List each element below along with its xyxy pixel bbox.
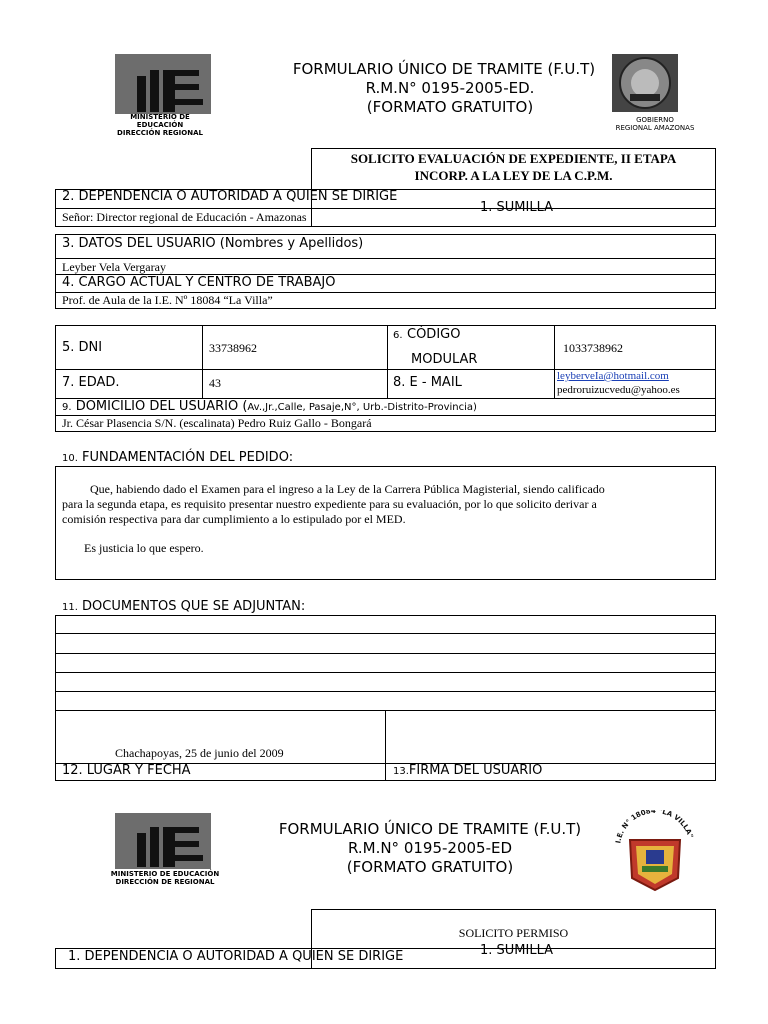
firma-label — [393, 763, 542, 778]
lugar-fecha-value: Chachapoyas, 25 de junio del 2009 — [115, 746, 284, 760]
codigo-number: 6. — [393, 330, 403, 341]
fundamentacion-label-text: FUNDAMENTACIÓN DEL PEDIDO: — [82, 450, 294, 465]
dependencia-label: 2. DEPENDENCIA O AUTORIDAD A QUIEN SE DIRIGE — [62, 189, 398, 204]
form-format: (FORMATO GRATUITO) — [346, 858, 514, 876]
documentos-number: 11. — [62, 602, 78, 613]
form-title: FORMULARIO ÚNICO DE TRAMITE (F.U.T) — [278, 820, 582, 838]
documentos-label-text: DOCUMENTOS QUE SE ADJUNTAN: — [82, 599, 306, 614]
domicilio-label-text: DOMICILIO DEL USUARIO ( — [75, 399, 248, 414]
school-badge-text: I.E. N° 18084 "LA VILLA" — [614, 810, 695, 844]
dependencia-label: 1. DEPENDENCIA O AUTORIDAD A QUIEN SE DIRIGE — [68, 949, 404, 964]
fundamentacion-text — [62, 482, 712, 556]
ministry-caption-line: DIRECCIÓN REGIONAL — [117, 129, 203, 137]
ministry-caption-line: EDUCACIÓN — [136, 121, 184, 129]
fundamentacion-line: para la segunda etapa, es requisito presentar nuestro expediente para su evaluación, por lo que solicito derivar a — [62, 497, 597, 511]
codigo-value: 1033738962 — [563, 341, 623, 355]
domicilio-hint: Av.,Jr.,Calle, Pasaje,N°, Urb.-Distrito-Provincia) — [247, 402, 477, 413]
gov-caption-line: GOBIERNO — [636, 116, 674, 124]
fundamentacion-line: comisión respectiva para dar cumplimiento a lo estipulado por el MED. — [62, 512, 406, 526]
lugar-fecha-label: 12. LUGAR Y FECHA — [62, 763, 191, 778]
sumilla-text: SOLICITO PERMISO — [458, 926, 569, 940]
form-rmn: R.M.N° 0195-2005-ED — [347, 839, 513, 857]
datos-label: 3. DATOS DEL USUARIO (Nombres y Apellidos) — [62, 236, 364, 251]
gov-logo-caption — [600, 116, 710, 132]
regional-government-logo — [612, 54, 678, 112]
sumilla-label: 1. SUMILLA — [480, 943, 554, 958]
sumilla-text: INCORP. A LA LEY DE LA C.P.M. — [414, 168, 613, 183]
email-value[interactable]: leyberveIa@hotmail.com — [557, 370, 669, 382]
fundamentacion-line: Que, habiendo dado el Examen para el ingreso a la Ley de la Carrera Pública Magisterial, siendo calificado — [90, 482, 605, 496]
edad-label: 7. EDAD. — [62, 375, 120, 390]
email-label: 8. E - MAIL — [393, 375, 462, 390]
ministry-caption-line: MINISTERIO DE — [130, 113, 190, 121]
form-title: FORMULARIO ÚNICO DE TRAMITE (F.U.T) — [292, 60, 596, 78]
codigo-label: MODULAR — [411, 352, 478, 367]
sumilla-label: 1. SUMILLA — [480, 200, 554, 215]
sumilla-text: SOLICITO EVALUACIÓN DE EXPEDIENTE, II ETAPA — [350, 151, 677, 166]
ministry-caption-line: DIRECCIÓN DE REGIONAL — [115, 878, 215, 886]
documentos-label — [62, 599, 305, 614]
domicilio-number: 9. — [62, 402, 72, 413]
ministry-logo — [115, 813, 211, 869]
school-badge — [612, 810, 698, 896]
fundamentacion-label — [62, 450, 293, 465]
firma-label-text: FIRMA DEL USUARIO — [408, 763, 543, 778]
firma-number: 13. — [393, 766, 409, 777]
fundamentacion-closing: Es justicia lo que espero. — [84, 541, 204, 555]
domicilio-label — [62, 399, 477, 414]
gov-caption-line: REGIONAL AMAZONAS — [615, 124, 695, 132]
cargo-value: Prof. de Aula de la I.E. Nº 18084 “La Villa” — [62, 293, 273, 307]
form-rmn: R.M.N° 0195-2005-ED. — [365, 79, 535, 97]
edad-value: 43 — [209, 376, 221, 390]
dni-label: 5. DNI — [62, 340, 103, 355]
form-format: (FORMATO GRATUITO) — [366, 98, 534, 116]
dependencia-value: Señor: Director regional de Educación - Amazonas — [62, 210, 307, 224]
codigo-label: CÓDIGO — [407, 327, 461, 342]
svg-text:I.E. N° 18084 "LA VILLA" — [614, 810, 694, 844]
cargo-label: 4. CARGO ACTUAL Y CENTRO DE TRABAJO — [62, 275, 336, 290]
dni-value: 33738962 — [209, 341, 257, 355]
datos-value: Leyber Vela Vergaray — [62, 260, 166, 274]
ministry-logo — [115, 54, 211, 114]
fundamentacion-number: 10. — [62, 453, 78, 464]
domicilio-value: Jr. César Plasencia S/N. (escalinata) Pedro Ruiz Gallo - Bongará — [62, 416, 372, 430]
email-value: pedroruizucvedu@yahoo.es — [557, 384, 680, 396]
ministry-caption-line: MINISTERIO DE EDUCACIÓN — [110, 870, 220, 878]
